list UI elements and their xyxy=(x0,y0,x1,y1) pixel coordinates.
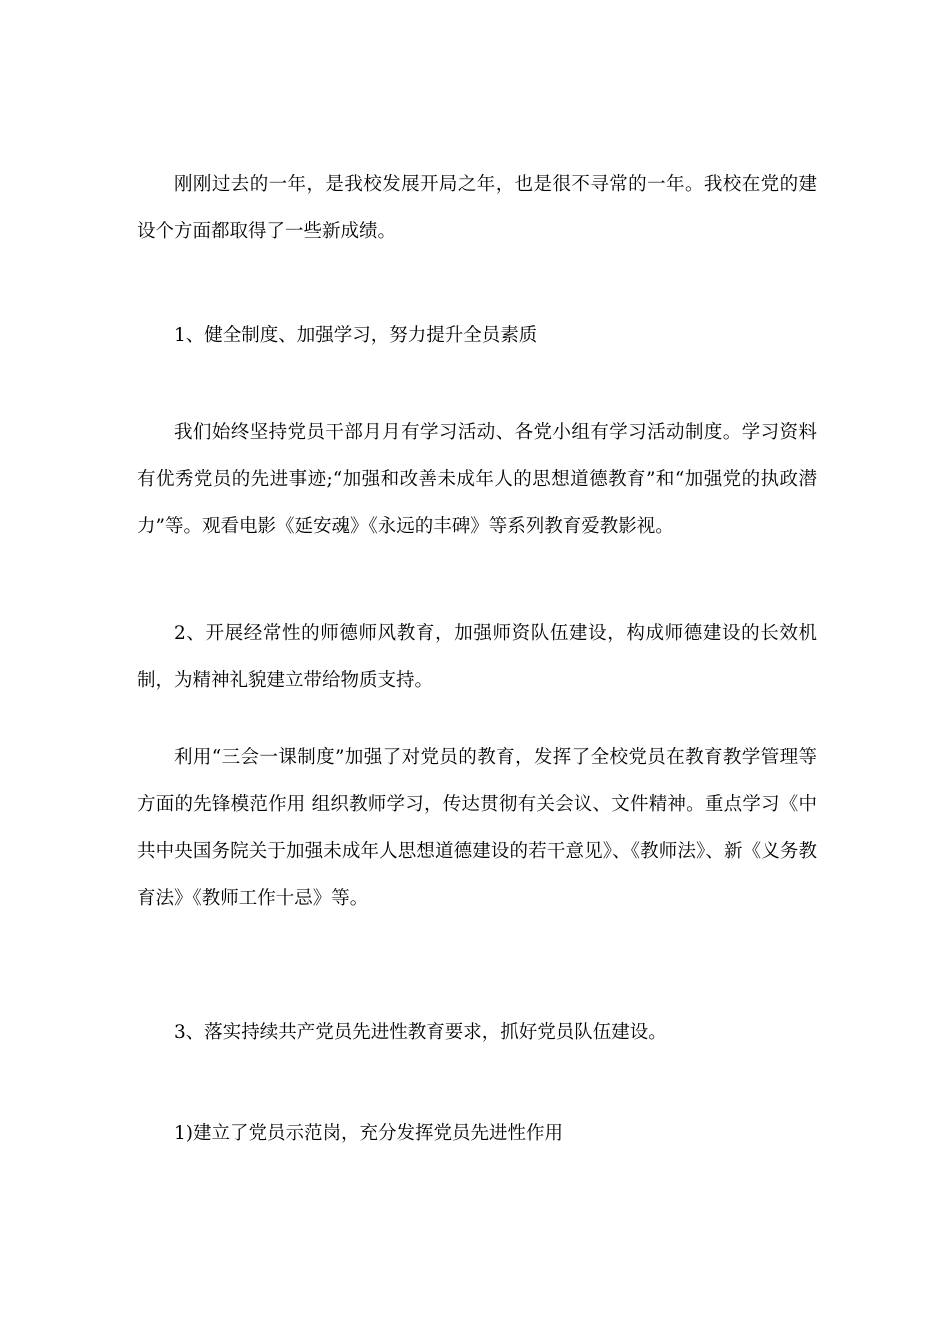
intro-paragraph: 刚刚过去的一年，是我校发展开局之年，也是很不寻常的一年。我校在党的建设个方面都取得了一些新成绩。 xyxy=(137,174,817,242)
study-activities-paragraph: 我们始终坚持党员干部月月有学习活动、各党小组有学习活动制度。学习资料有优秀党员的先进事迹;“加强和改善未成年人的思想道德教育”和“加强党的执政潜力”等。观看电影《延安魂》《永远的丰碑》等系列教育爱教影视。 xyxy=(137,422,817,537)
section-heading-3: 3、落实持续共产党员先进性教育要求，抓好党员队伍建设。 xyxy=(174,1022,667,1043)
section-heading-1: 1、健全制度、加强学习，努力提升全员素质 xyxy=(174,325,538,346)
party-education-paragraph: 利用“三会一课制度”加强了对党员的教育，发挥了全校党员在教育教学管理等方面的先锋模范作用 组织教师学习，传达贯彻有关会议、文件精神。重点学习《中共中央国务院关于加强未成年人思想道德建设的若干意见》、《教师法》、新《义务教育法》《教师工作十忌》等。 xyxy=(137,747,817,909)
section-heading-2: 2、开展经常性的师德师风教育，加强师资队伍建设，构成师德建设的长效机制，为精神礼貌建立带给物质支持。 xyxy=(137,623,817,691)
sub-item-1: 1)建立了党员示范岗，充分发挥党员先进性作用 xyxy=(174,1123,563,1144)
